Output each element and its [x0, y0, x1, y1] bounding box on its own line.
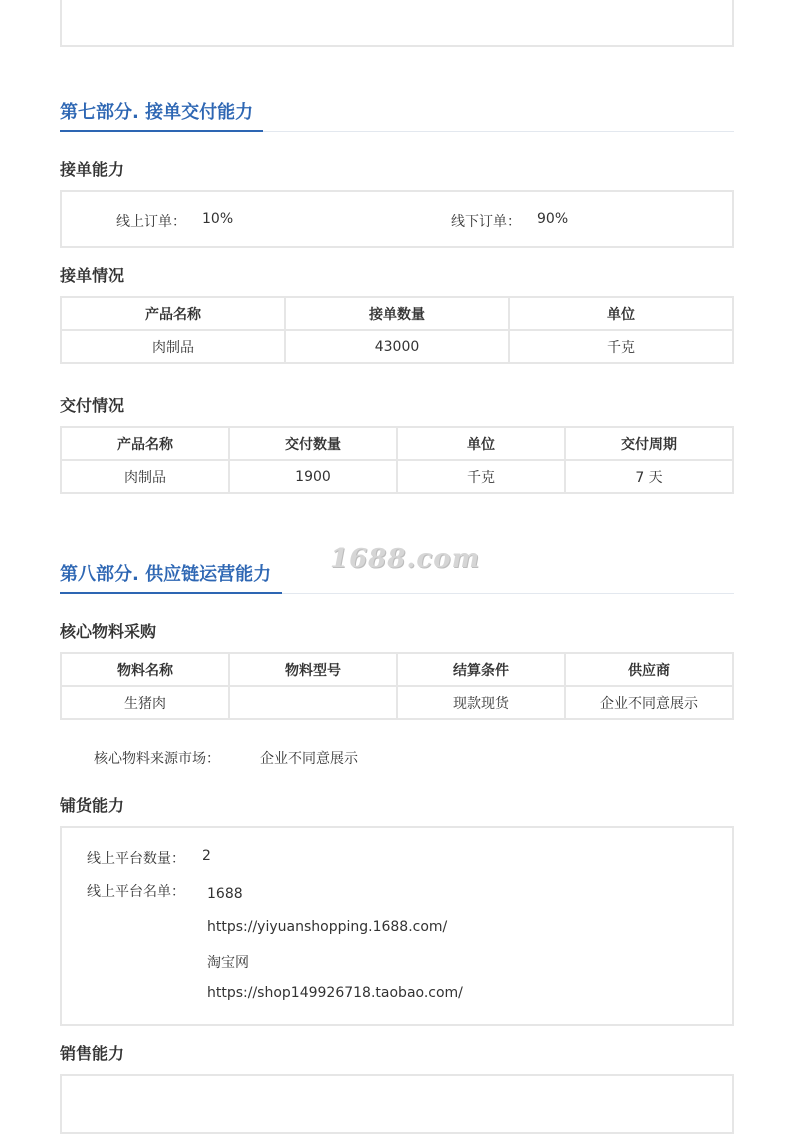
section-7-underline — [60, 130, 263, 132]
table-header-cell: 交付数量 — [229, 427, 397, 460]
sales-box — [60, 1074, 734, 1134]
table-header-cell: 产品名称 — [61, 427, 229, 460]
table-header-row — [61, 653, 733, 686]
delivery-status-table — [60, 426, 734, 494]
section-8-underline — [60, 592, 282, 594]
section-7-title: 第七部分. 接单交付能力 — [60, 102, 254, 123]
online-order-value: 10% — [202, 211, 234, 227]
platform-item: 淘宝网 — [207, 955, 249, 971]
table-header-cell: 供应商 — [565, 653, 733, 686]
table-header-cell: 物料型号 — [229, 653, 397, 686]
watermark-1688: 1688.com — [330, 544, 481, 574]
sales-title: 销售能力 — [60, 1044, 125, 1063]
offline-order-value: 90% — [537, 211, 569, 227]
delivery-status-title: 交付情况 — [60, 396, 125, 415]
online-order-label: 线上订单： — [116, 214, 186, 230]
distribution-title: 铺货能力 — [60, 796, 125, 815]
platform-link[interactable]: https://yiyuanshopping.1688.com/ — [207, 919, 448, 935]
table-header-cell: 单位 — [397, 427, 565, 460]
core-materials-table — [60, 652, 734, 720]
section-8-title: 第八部分. 供应链运营能力 — [60, 564, 272, 585]
table-header-cell: 结算条件 — [397, 653, 565, 686]
table-header-cell: 单位 — [509, 297, 733, 330]
platform-count-label: 线上平台数量： — [87, 851, 185, 867]
table-cell: 现款现货 — [397, 686, 565, 719]
order-capacity-box — [60, 190, 734, 248]
offline-order-label: 线下订单： — [451, 214, 521, 230]
table-cell: 43000 — [285, 330, 509, 363]
table-cell: 7 天 — [565, 460, 733, 493]
platform-list-label: 线上平台名单： — [87, 884, 185, 900]
table-cell: 千克 — [509, 330, 733, 363]
source-market-label: 核心物料来源市场： — [94, 751, 220, 767]
table-header-cell: 接单数量 — [285, 297, 509, 330]
table-header-row — [61, 427, 733, 460]
table-row — [61, 686, 733, 719]
table-cell: 千克 — [397, 460, 565, 493]
table-cell: 肉制品 — [61, 330, 285, 363]
table-row — [61, 330, 733, 363]
platform-count-value: 2 — [202, 848, 211, 864]
order-status-title: 接单情况 — [60, 266, 125, 285]
core-materials-title: 核心物料采购 — [60, 622, 157, 641]
table-header-row — [61, 297, 733, 330]
table-row — [61, 460, 733, 493]
distribution-box — [60, 826, 734, 1026]
table-cell: 1900 — [229, 460, 397, 493]
order-capacity-title: 接单能力 — [60, 160, 125, 179]
table-header-cell: 产品名称 — [61, 297, 285, 330]
platform-link[interactable]: https://shop149926718.taobao.com/ — [207, 985, 463, 1001]
table-cell: 肉制品 — [61, 460, 229, 493]
platform-item: 1688 — [207, 886, 243, 902]
previous-section-box — [60, 0, 734, 47]
order-status-table — [60, 296, 734, 364]
table-header-cell: 物料名称 — [61, 653, 229, 686]
table-cell — [229, 686, 397, 719]
table-header-cell: 交付周期 — [565, 427, 733, 460]
source-market-value: 企业不同意展示 — [260, 751, 358, 767]
table-cell: 生猪肉 — [61, 686, 229, 719]
table-cell: 企业不同意展示 — [565, 686, 733, 719]
